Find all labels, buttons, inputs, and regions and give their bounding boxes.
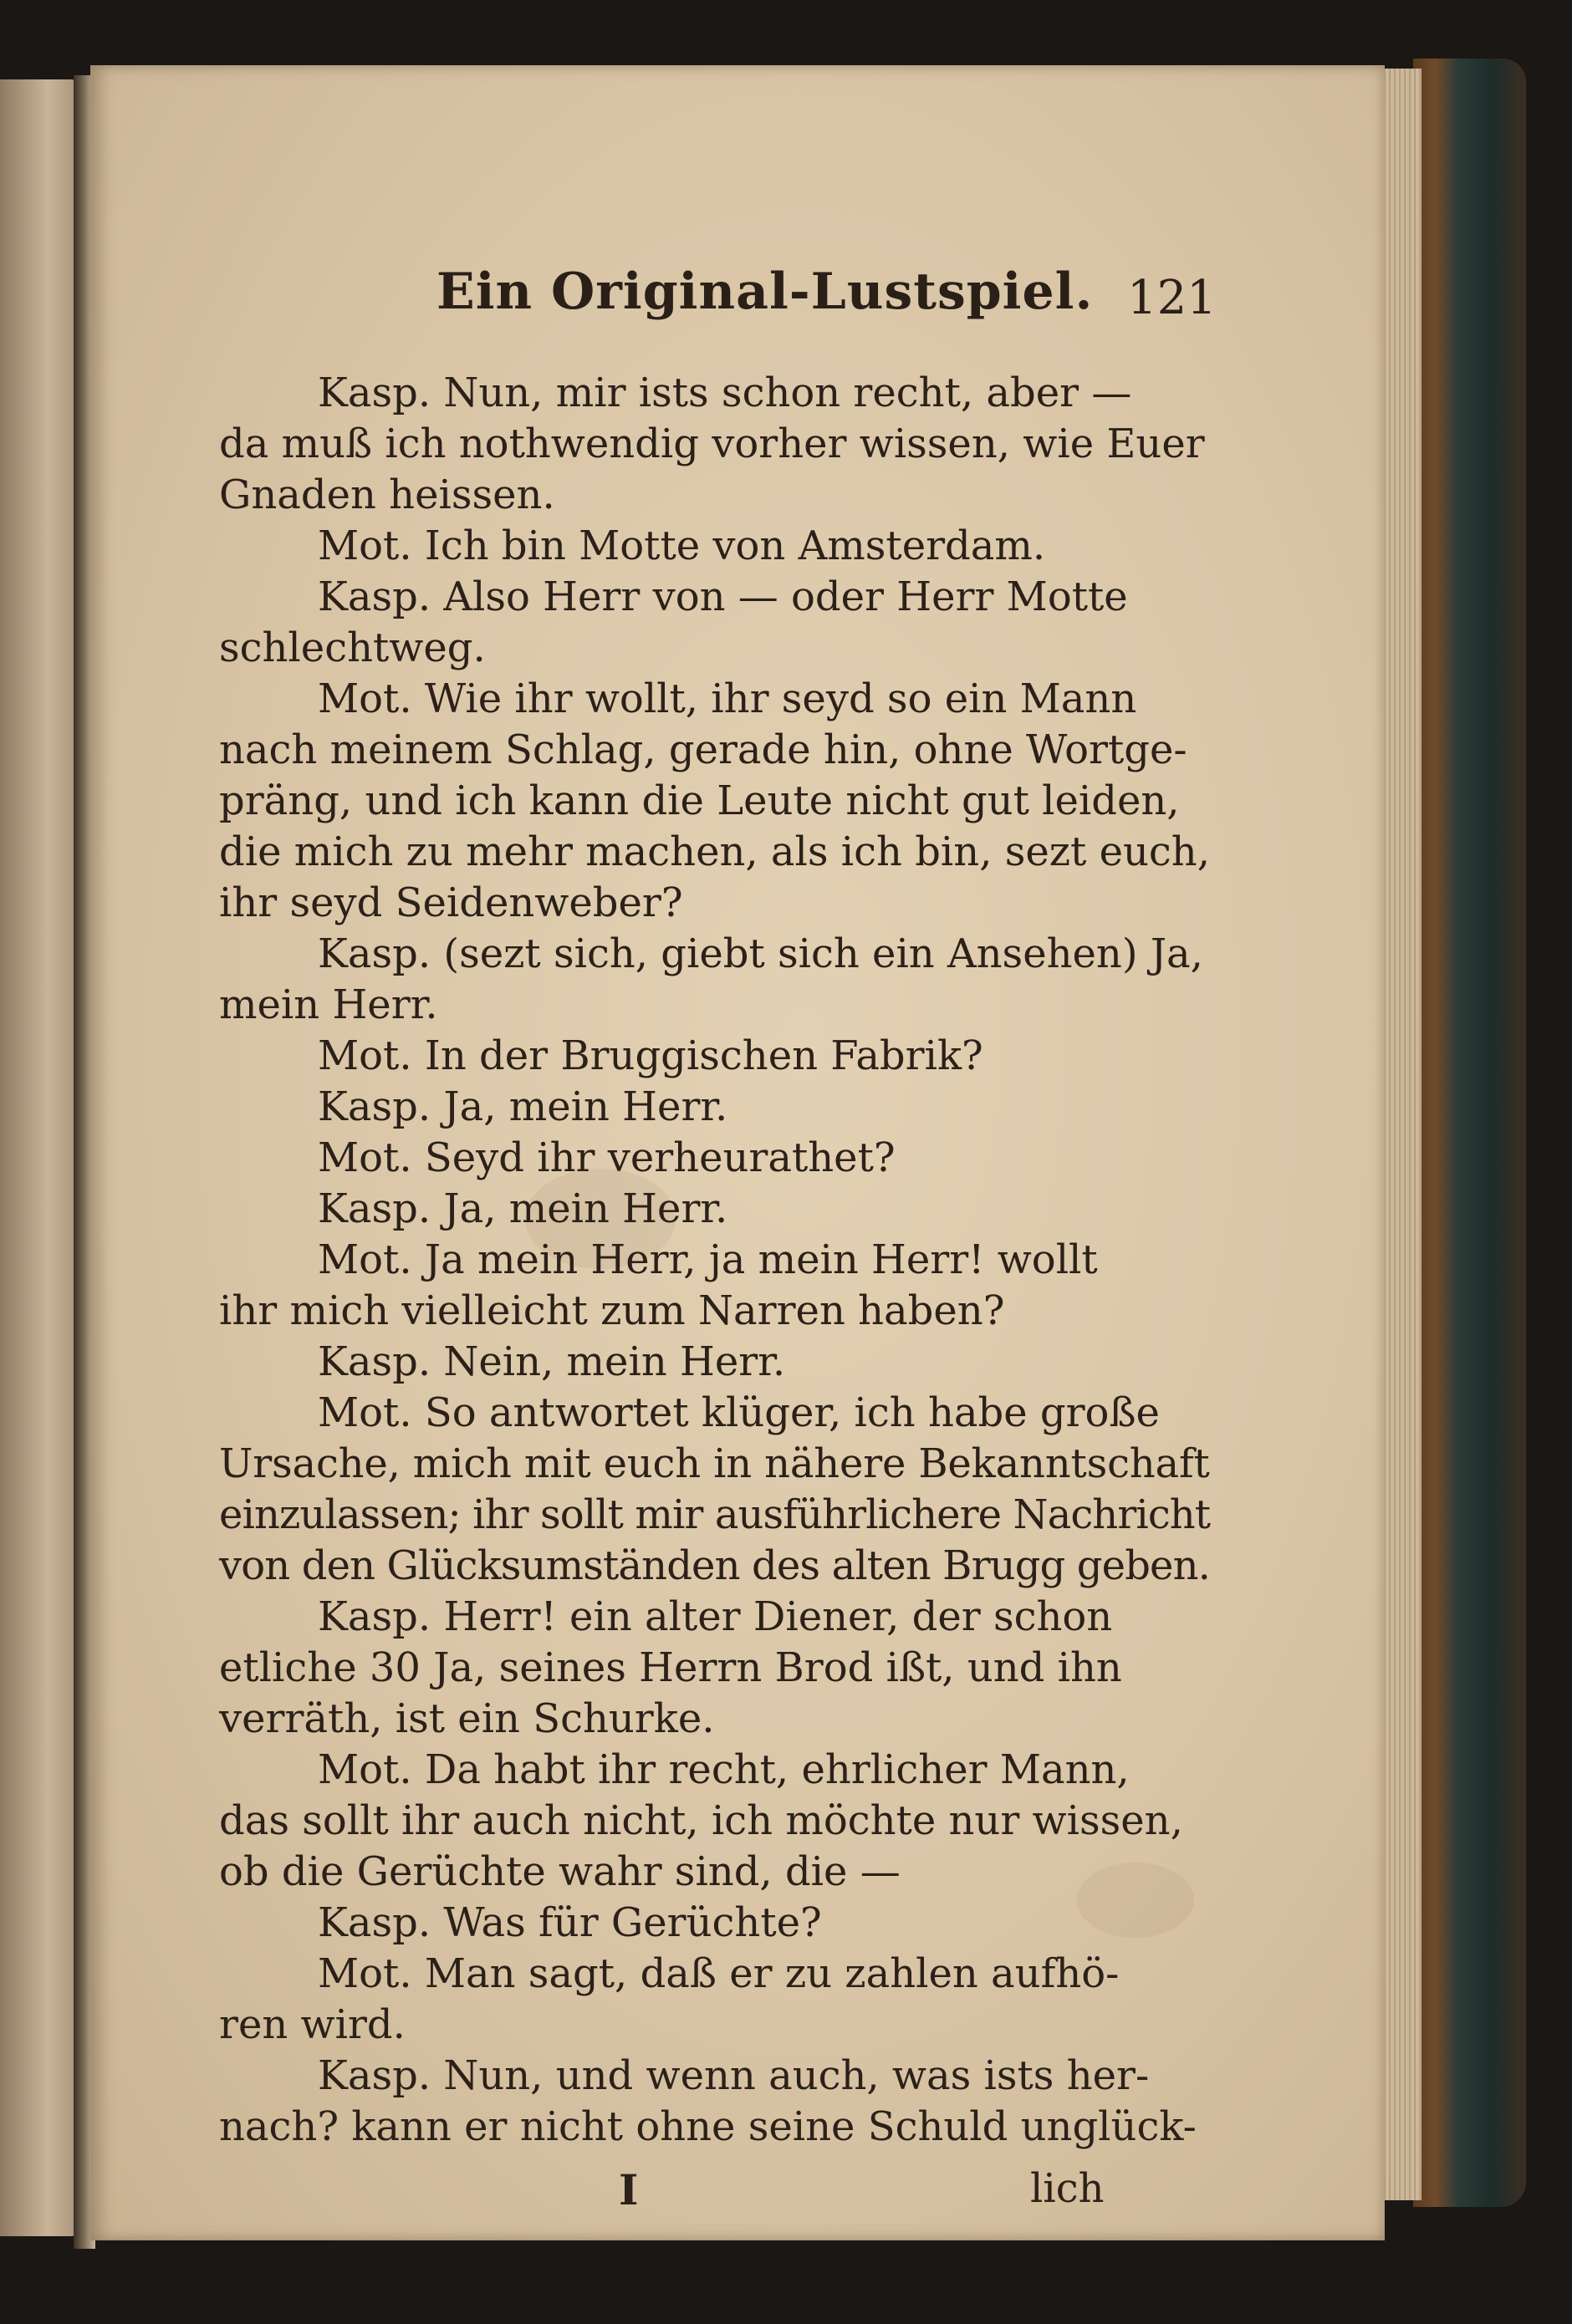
dialogue-paragraph bbox=[219, 1235, 1210, 1337]
text-line: ob die Gerüchte wahr sind, die — bbox=[219, 1848, 901, 1895]
text-line: Kasp. Nein, mein Herr. bbox=[318, 1338, 786, 1385]
text-line: Kasp. (sezt sich, giebt sich ein Ansehen) Ja, bbox=[318, 930, 1203, 977]
text-line: Ursache, mich mit euch in nähere Bekanntschaft bbox=[219, 1440, 1210, 1487]
running-title: Ein Original-Lustspiel. bbox=[436, 262, 1094, 321]
text-line: ren wird. bbox=[219, 2001, 406, 2048]
signature-mark: I bbox=[619, 2165, 639, 2214]
dialogue-paragraph bbox=[219, 1133, 1210, 1184]
dialogue-paragraph bbox=[219, 2051, 1210, 2153]
left-page-edge bbox=[0, 79, 79, 2236]
text-line: Kasp. Was für Gerüchte? bbox=[318, 1899, 822, 1946]
text-line: Mot. Man sagt, daß er zu zahlen aufhö- bbox=[318, 1950, 1120, 1997]
dialogue-paragraph bbox=[219, 1337, 1210, 1388]
text-line: Kasp. Ja, mein Herr. bbox=[318, 1185, 728, 1232]
dialogue-paragraph bbox=[219, 1898, 1210, 1949]
text-line: Kasp. Herr! ein alter Diener, der schon bbox=[318, 1593, 1113, 1640]
dialogue-paragraph bbox=[219, 1388, 1210, 1592]
dialogue-paragraph bbox=[219, 1592, 1210, 1745]
text-line: das sollt ihr auch nicht, ich möchte nur wissen, bbox=[219, 1797, 1183, 1844]
text-line: verräth, ist ein Schurke. bbox=[219, 1695, 715, 1742]
page-header bbox=[343, 194, 1229, 325]
text-line: Mot. Ich bin Motte von Amsterdam. bbox=[318, 522, 1046, 569]
text-line: ihr seyd Seidenweber? bbox=[219, 879, 683, 926]
dialogue-paragraph bbox=[219, 1184, 1210, 1235]
dialogue-paragraph bbox=[219, 1745, 1210, 1898]
text-line: Mot. Seyd ihr verheurathet? bbox=[318, 1134, 896, 1181]
dialogue-paragraph bbox=[219, 1082, 1210, 1133]
text-line: die mich zu mehr machen, als ich bin, sezt euch, bbox=[219, 828, 1210, 875]
text-line: etliche 30 Ja, seines Herrn Brod ißt, und ihn bbox=[219, 1644, 1122, 1691]
text-line: Mot. In der Bruggischen Fabrik? bbox=[318, 1032, 983, 1079]
text-line: schlechtweg. bbox=[219, 624, 486, 671]
text-line: mein Herr. bbox=[219, 981, 438, 1028]
text-line: Mot. Da habt ihr recht, ehrlicher Mann, bbox=[318, 1746, 1130, 1793]
text-line: ihr mich vielleicht zum Narren haben? bbox=[219, 1287, 1005, 1334]
dialogue-paragraph bbox=[219, 521, 1210, 572]
text-line: nach meinem Schlag, gerade hin, ohne Wortge- bbox=[219, 726, 1187, 773]
catchword: lich bbox=[1030, 2165, 1105, 2212]
dialogue-text bbox=[219, 368, 1210, 2153]
text-line: einzulassen; ihr sollt mir ausführlichere Nachricht bbox=[219, 1491, 1211, 1538]
text-line: nach? kann er nicht ohne seine Schuld unglück- bbox=[219, 2103, 1197, 2150]
dialogue-paragraph bbox=[219, 368, 1210, 521]
page-footer bbox=[0, 2165, 1572, 2232]
book-cover bbox=[1413, 59, 1526, 2207]
dialogue-paragraph bbox=[219, 1031, 1210, 1082]
text-line: Kasp. Nun, und wenn auch, was ists her- bbox=[318, 2052, 1150, 2099]
text-line: Mot. Ja mein Herr, ja mein Herr! wollt bbox=[318, 1236, 1098, 1283]
text-line: Mot. Wie ihr wollt, ihr seyd so ein Mann bbox=[318, 675, 1137, 722]
text-line: Mot. So antwortet klüger, ich habe große bbox=[318, 1389, 1160, 1436]
dialogue-paragraph bbox=[219, 674, 1210, 929]
text-line: von den Glücksumständen des alten Brugg geben. bbox=[219, 1542, 1211, 1589]
dialogue-paragraph bbox=[219, 572, 1210, 674]
text-line: präng, und ich kann die Leute nicht gut leiden, bbox=[219, 777, 1180, 824]
dialogue-paragraph bbox=[219, 1949, 1210, 2051]
text-line: Kasp. Also Herr von — oder Herr Motte bbox=[318, 573, 1128, 620]
text-line: Gnaden heissen. bbox=[219, 471, 555, 518]
text-line: da muß ich nothwendig vorher wissen, wie Euer bbox=[219, 420, 1205, 467]
text-line: Kasp. Nun, mir ists schon recht, aber — bbox=[318, 369, 1132, 416]
page-number: 121 bbox=[1127, 271, 1217, 325]
text-line: Kasp. Ja, mein Herr. bbox=[318, 1083, 728, 1130]
dialogue-paragraph bbox=[219, 929, 1210, 1031]
